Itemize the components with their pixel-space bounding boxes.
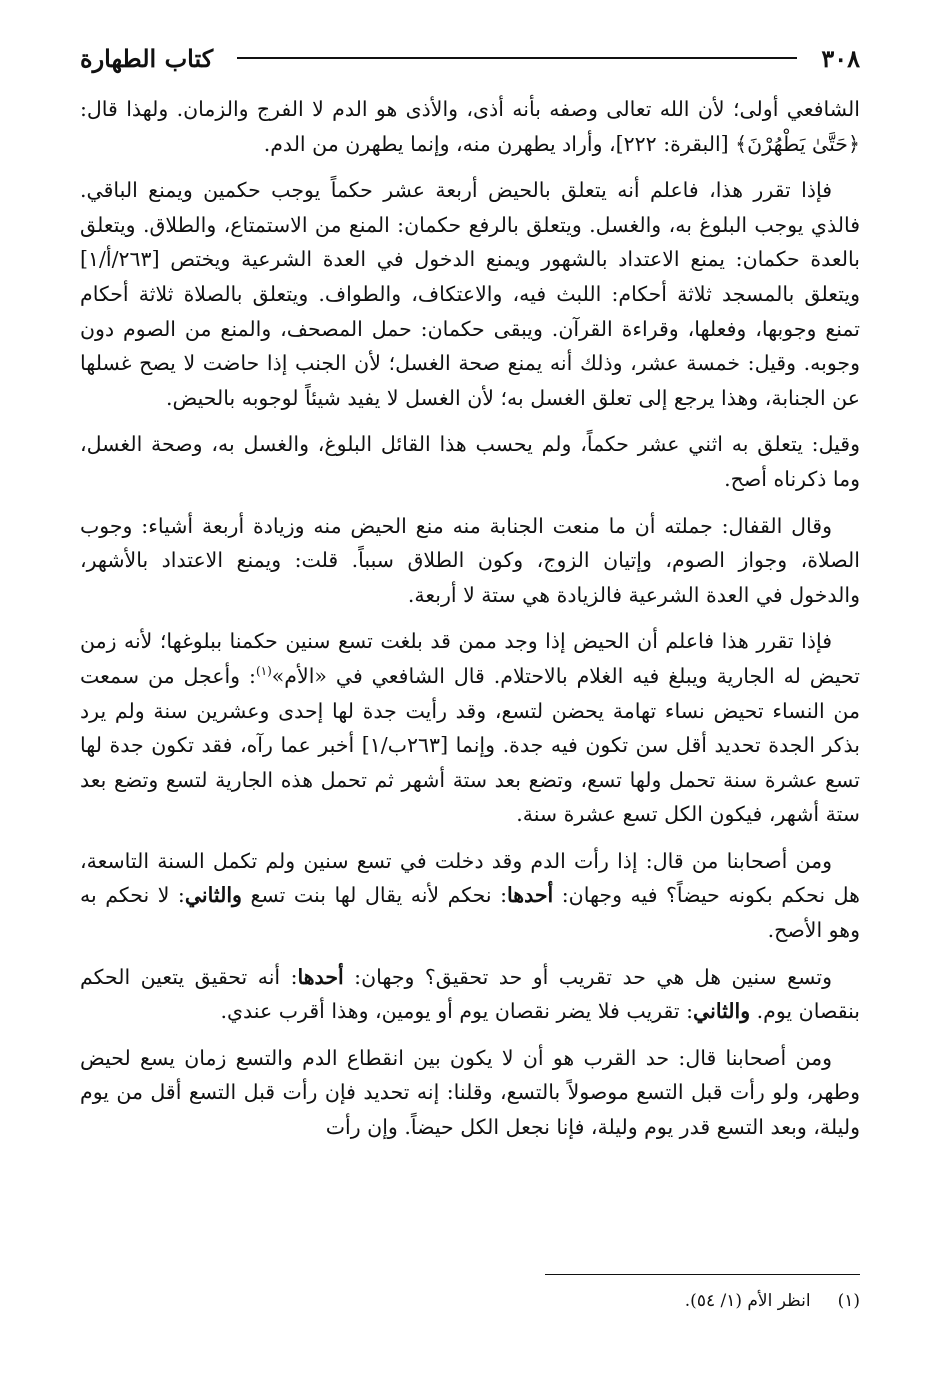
footnote-text: انظر الأم (١/ ٥٤). (684, 1291, 811, 1311)
footnote (80, 1288, 860, 1314)
paragraph-1 (80, 92, 860, 161)
paragraph-7 (80, 960, 860, 1029)
bold-term: أحدها (297, 964, 344, 989)
paragraph-8: ومن أصحابنا قال: حد القرب هو أن لا يكون بين انقطاع الدم والتسع زمان يسع لحيض وطهر، ولو رأت قبل التسع موصولاً بالتسع، وقلنا: إنه تحديد فإن رأت قبل التسع أقل من يوم وليلة، وبعد التسع قدر يوم وليلة، فإنا نجعل الكل حيضاً. وإن رأت (80, 1045, 860, 1140)
paragraph-text: الشافعي أولى؛ لأن الله تعالى وصفه بأنه أذى، والأذى هو الدم لا الفرج والزمان. ولهذا قال: (80, 97, 860, 121)
paragraph-2: فإذا تقرر هذا، فاعلم أنه يتعلق بالحيض أربعة عشر حكماً يوجب حكمين ويمنع الباقي. فالذي يوجب البلوغ به، والغسل. ويتعلق بالرفع حكمان: المنع من الاستمتاع، والطلاق. ويتعلق بالعدة حكمان: يمنع الاعتداد بالشهور ويمنع الدخول في العدة الشرعية ويختص [٢٦٣/أ/١] ويتعلق بالمسجد ثلاثة أحكام: اللبث فيه، والاعتكاف، والطواف. ويتعلق بالصلاة ثلاثة أحكام تمنع وجوبها، وفعلها، وقراءة القرآن. ويبقى حكمان: حمل المصحف، والمنع من الصوم دون وجوبه. وقيل: خمسة عشر، وذلك أنه يمنع صحة الغسل؛ لأن الجنب إذا حاضت لا يصح غسلها عن الجنابة، وهذا يرجع إلى تعلق الغسل به؛ لأن الغسل لا يفيد شيئاً لوجوبه بالحيض. (80, 178, 860, 410)
bold-term: والثاني (693, 999, 751, 1024)
paragraph-text: : لا نحكم به وهو الأصح. (80, 883, 860, 943)
footnote-rule (545, 1274, 860, 1275)
paragraph-5 (80, 624, 860, 832)
paragraph-text: : نحكم لأنه يقال لها بنت تسع (241, 883, 508, 908)
paragraph-3: وقيل: يتعلق به اثني عشر حكماً، ولم يحسب هذا القائل البلوغ، والغسل به، وصحة الغسل، وما ذكرناه أصح. (80, 432, 860, 491)
page-body (80, 92, 860, 1157)
footnote-number: (١) (837, 1291, 860, 1311)
book-title: كتاب الطهارة (80, 43, 214, 73)
header-rule (237, 57, 797, 59)
paragraph-text: : وأعجل من سمعت من النساء تحيض نساء تهامة يحضن لتسع، وقد رأيت جدة لها إحدى وعشرين سنة ولم يرد بذكر الجدة تحديد أقل سن تكون فيه جدة. وإنما [٢٦٣ب/١] أخبر عما رآه، فقد تكون جدة لها تسع عشرة سنة تحمل ولها تسع، وتضع بعد ستة أشهر ثم تحمل هذه الجارية لتسع وتضع بعد ستة أشهر، فيكون الكل تسع عشرة سنة. (80, 663, 861, 827)
footnote-reference[interactable]: (١) (255, 664, 272, 679)
paragraph-text: ومن أصحابنا من قال: إذا رأت الدم وقد دخلت في تسع سنين ولم تكمل السنة التاسعة، هل نحكم بكونه حيضاً؟ فيه وجهان: (80, 848, 860, 908)
paragraph-text: [البقرة: ٢٢٢]، وأراد يطهرن منه، وإنما يطهرن من الدم. (263, 131, 736, 156)
paragraph-text: وتسع سنين هل هي حد تقريب أو حد تحقيق؟ وجهان: (343, 964, 832, 989)
bold-term: والثاني (184, 883, 242, 908)
paragraph-4: وقال القفال: جملته أن ما منعت الجنابة منه منع الحيض منه وزيادة أربعة أشياء: وجوب الصلاة، وجواز الصوم، وإتيان الزوج، وكون الطلاق سبباً. قلت: ويمنع الاعتداد بالأشهر، والدخول في العدة الشرعية فالزيادة هي ستة لا أربعة. (80, 513, 860, 607)
paragraph-text: : تقريب فلا يضر نقصان يوم أو يومين، وهذا أقرب عندي. (220, 999, 694, 1024)
page-number: ٣٠٨ (821, 43, 860, 73)
bold-term: أحدها (507, 883, 554, 908)
paragraph-text: فإذا تقرر هذا فاعلم أن الحيض إذا وجد ممن قد بلغت تسع سنين حكمنا ببلوغها؛ لأنه زمن تحيض له الجارية ويبلغ فيه الغلام بالاحتلام. قال الشافعي في «الأم» (80, 629, 860, 688)
paragraph-text: : أنه تحقيق يتعين الحكم بنقصان يوم. (80, 964, 860, 1024)
page-header (80, 38, 860, 78)
paragraph-6 (80, 844, 860, 948)
quran-verse: ﴿حَتَّىٰ يَطْهُرْنَ﴾ (735, 131, 860, 156)
